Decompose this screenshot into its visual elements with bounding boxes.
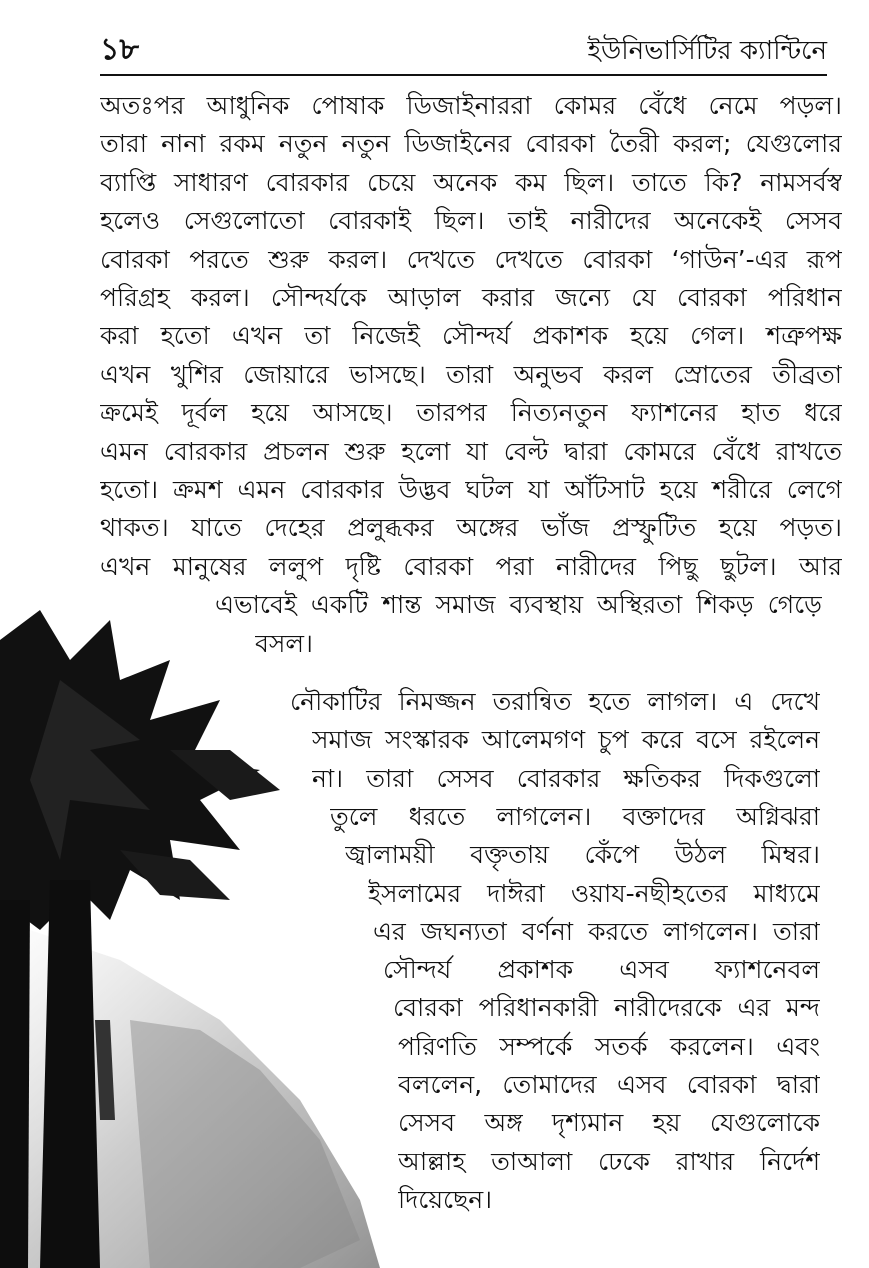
paragraph1-line: পরিগ্রহ করল। সৌন্দর্যকে আড়াল করার জন্যে যে বোরকা পরিধান [100, 283, 842, 312]
paragraph1-line: ক্রমেই দূর্বল হয়ে আসছে। তারপর নিত্যনতুন ফ্যাশনের হাত ধরে [100, 398, 842, 428]
page-header [100, 30, 827, 76]
paragraph2-line: পরিণতি সম্পর্কে সতর্ক করলেন। এবং [398, 1031, 820, 1061]
page-number: ১৮ [100, 32, 139, 67]
paragraph1-line: হলেও সেগুলোতো বোরকাই ছিল। তাই নারীদের অনেকেই সেসব [100, 206, 842, 236]
paragraph1-line: হতো। ক্রমশ এমন বোরকার উদ্ভব ঘটল যা আঁটসাট হয়ে শরীরে লেগে [100, 475, 842, 504]
paragraph2-line: আল্লাহ তাআলা ঢেকে রাখার নির্দেশ [398, 1146, 820, 1176]
paragraph1-line: অতঃপর আধুনিক পোষাক ডিজাইনাররা কোমর বেঁধে নেমে পড়ল। [100, 91, 842, 120]
paragraph2-line: জ্বালাময়ী বক্তৃতায় কেঁপে উঠল মিম্বর। [345, 840, 820, 870]
paragraph1-line: করা হতো এখন তা নিজেই সৌন্দর্য প্রকাশক হয়ে গেল। শত্রুপক্ষ [100, 321, 842, 351]
paragraph2-line: না। তারা সেসব বোরকার ক্ষতিকর দিকগুলো [312, 763, 820, 793]
paragraph1-line: তারা নানা রকম নতুন নতুন ডিজাইনের বোরকা তৈরী করল; যেগুলোর [100, 129, 842, 159]
paragraph1-line: বসল। [255, 628, 313, 658]
paragraph1-line: এখন মানুষের ললুপ দৃষ্টি বোরকা পরা নারীদের পিছু ছুটল। আর [100, 551, 842, 581]
paragraph2-line: বললেন, তোমাদের এসব বোরকা দ্বারা [398, 1070, 820, 1099]
paragraph2-line: তুলে ধরতে লাগলেন। বক্তাদের অগ্নিঝরা [330, 801, 820, 831]
paragraph1-line: এখন খুশির জোয়ারে ভাসছে। তারা অনুভব করল স্রোতের তীব্রতা [100, 359, 842, 389]
header-rule [100, 74, 827, 76]
paragraph2-line: দিয়েছেন। [398, 1184, 493, 1214]
paragraph2-line: সমাজ সংস্কারক আলেমগণ চুপ করে বসে রইলেন [312, 725, 820, 755]
paragraph1-line: এমন বোরকার প্রচলন শুরু হলো যা বেল্ট দ্বারা কোমরে বেঁধে রাখতে [100, 436, 842, 466]
paragraph2-line: এর জঘন্যতা বর্ণনা করতে লাগলেন। তারা [373, 916, 820, 946]
running-title: ইউনিভার্সিটির ক্যান্টিনে [587, 36, 827, 66]
paragraph2-line: সৌন্দর্য প্রকাশক এসব ফ্যাশনেবল [383, 955, 820, 985]
paragraph1-line: থাকত। যাতে দেহের প্রলুব্ধকর অঙ্গের ভাঁজ প্রস্ফুটিত হয়ে পড়ত। [100, 513, 842, 543]
paragraph1-line: বোরকা পরতে শুরু করল। দেখতে দেখতে বোরকা ‘গাউন’-এর রূপ [100, 244, 842, 274]
paragraph1-line: ব্যাপ্তি সাধারণ বোরকার চেয়ে অনেক কম ছিল। তাতে কি? নামসর্বস্ব [100, 167, 842, 197]
paragraph2-line: বোরকা পরিধানকারী নারীদেরকে এর মন্দ [393, 993, 820, 1023]
paragraph1-line: এভাবেই একটি শান্ত সমাজ ব্যবস্থায় অস্থিরতা শিকড় গেড়ে [215, 590, 822, 620]
paragraph2-line: ইসলামের দাঈরা ওয়ায-নছীহতের মাধ্যমে [368, 878, 820, 908]
paragraph2-line: নৌকাটির নিমজ্জন তরান্বিত হতে লাগল। এ দেখে [290, 687, 820, 716]
paragraph2-line: সেসব অঙ্গ দৃশ্যমান হয় যেগুলোকে [398, 1108, 820, 1138]
